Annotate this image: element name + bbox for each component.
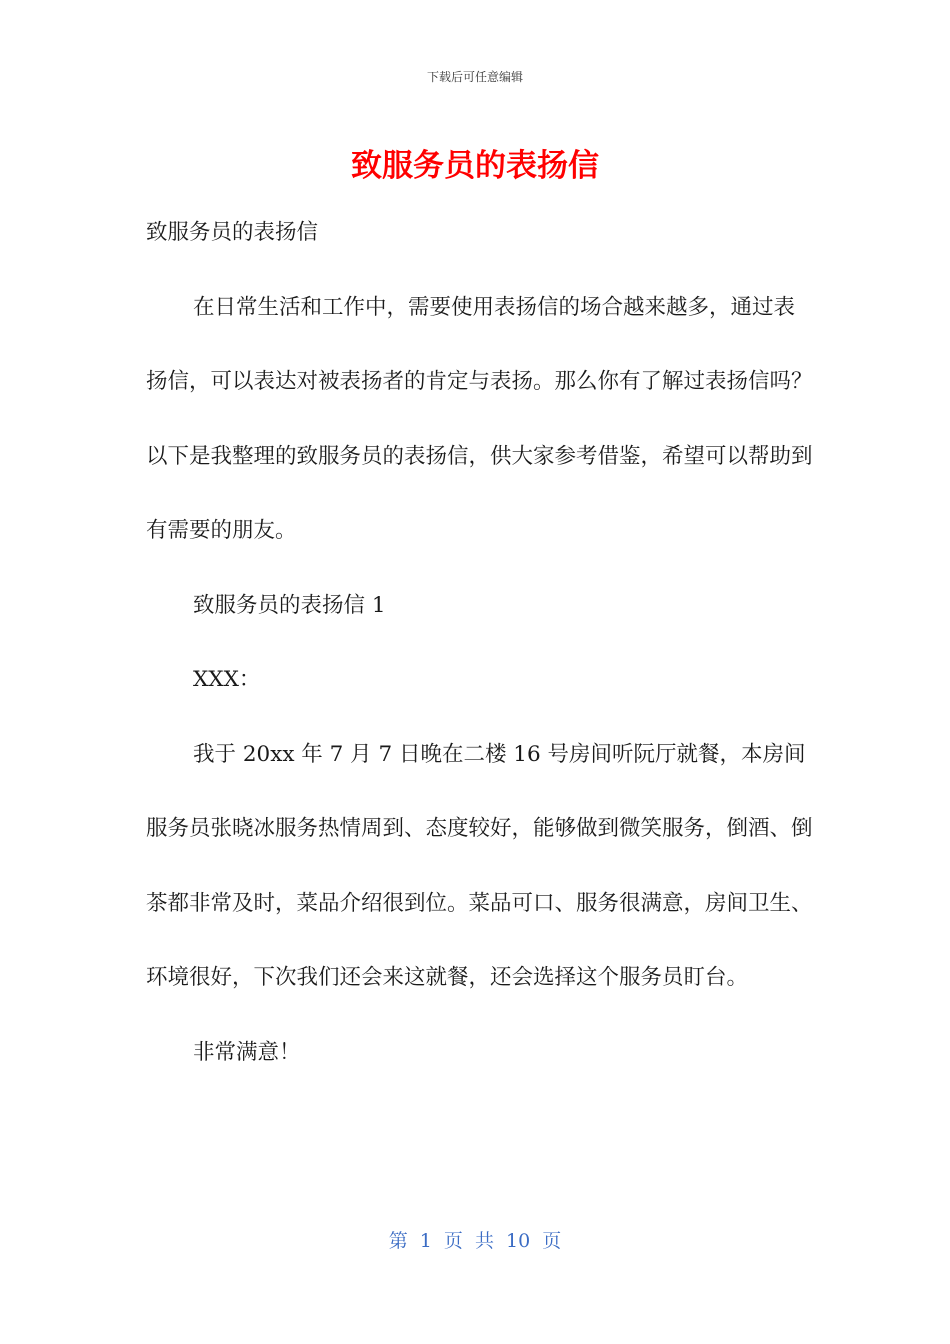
section-heading: 致服务员的表扬信 1 xyxy=(193,592,386,618)
document-body xyxy=(146,196,814,1090)
header-note: 下载后可任意编辑 xyxy=(426,70,523,84)
document-title: 致服务员的表扬信 xyxy=(351,148,599,184)
salutation: XXX： xyxy=(193,667,261,692)
letter-body-paragraph: 我于 20xx 年 7 月 7 日晚在二楼 16 号房间听阮厅就餐，本房间服务员张晓冰服务热情周到、态度较好，能够做到微笑服务，倒酒、倒茶都非常及时，菜品介绍很到位。菜品可口、服务很满意，房间卫生、环境很好，下次我们还会来这就餐，还会选择这个服务员盯台。 xyxy=(146,741,813,990)
subtitle-paragraph: 致服务员的表扬信 xyxy=(146,220,319,245)
closing-paragraph: 非常满意！ xyxy=(193,1039,301,1065)
intro-paragraph: 在日常生活和工作中，需要使用表扬信的场合越来越多，通过表扬信，可以表达对被表扬者的肯定与表扬。那么你有了解过表扬信吗？以下是我整理的致服务员的表扬信，供大家参考借鉴，希望可以帮助到有需要的朋友。 xyxy=(146,294,813,543)
page-footer: 第 1 页 共 10 页 xyxy=(388,1230,562,1252)
